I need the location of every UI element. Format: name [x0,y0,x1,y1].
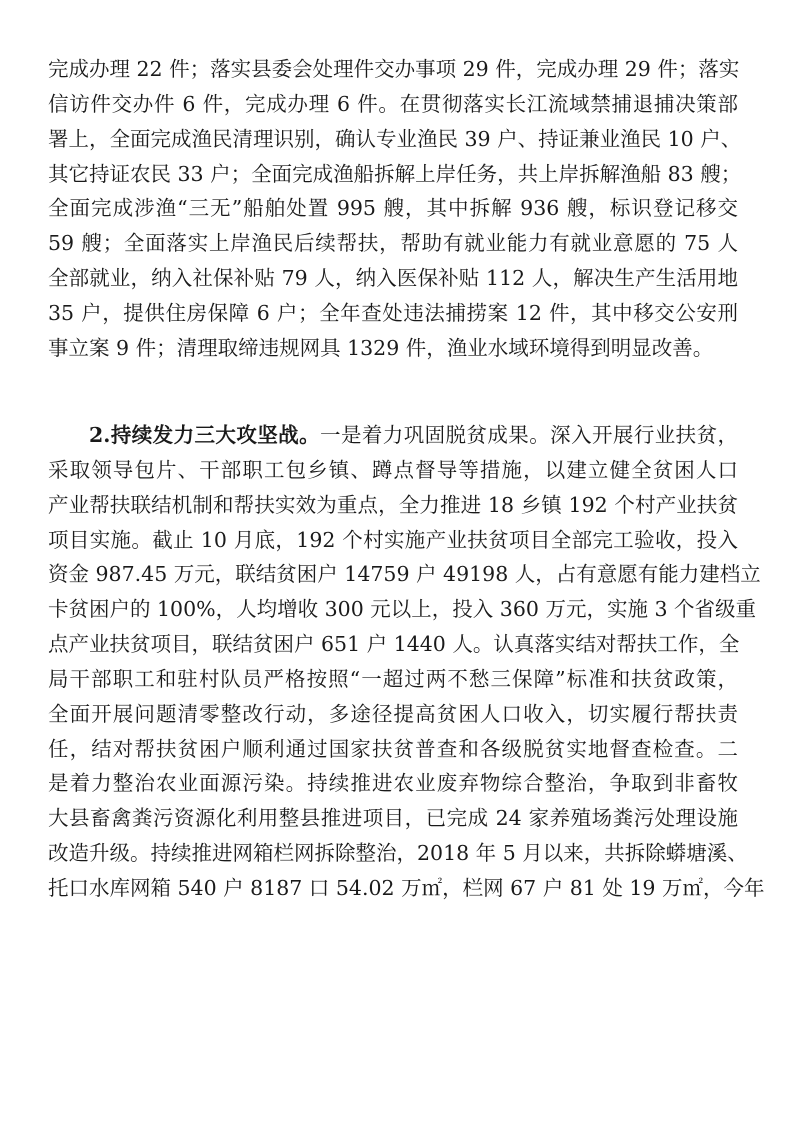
text-line: 任，结对帮扶贫困户顺利通过国家扶贫普查和各级脱贫实地督查检查。二 [48,736,738,761]
text-line: 全面完成涉渔“三无”船舶处置 995 艘，其中拆解 936 艘，标识登记移交 [48,196,738,221]
text-line: 全部就业，纳入社保补贴 79 人，纳入医保补贴 112 人，解决生产生活用地 [48,266,738,291]
paragraph-2 [48,418,765,906]
text-line: 是着力整治农业面源污染。持续推进农业废弃物综合整治，争取到非畜牧 [48,771,738,796]
text-line: 其它持证农民 33 户；全面完成渔船拆解上岸任务，共上岸拆解渔船 83 艘； [48,161,742,186]
paragraph-1 [48,52,742,366]
text-line: 全面开展问题清零整改行动，多途径提高贫困人口收入，切实履行帮扶责 [48,701,738,726]
text-line: 59 艘；全面落实上岸渔民后续帮扶，帮助有就业能力有就业意愿的 75 人 [48,231,738,256]
text-line: 资金 987.45 万元，联结贫困户 14759 户 49198 人，占有意愿有能力建档立 [48,562,761,587]
text-line: 产业帮扶联结机制和帮扶实效为重点，全力推进 18 乡镇 192 个村产业扶贫 [48,492,738,517]
text-line: 信访件交办件 6 件，完成办理 6 件。在贯彻落实长江流域禁捕退捕决策部 [48,91,738,116]
text-line: 托口水库网箱 540 户 8187 口 54.02 万㎡，栏网 67 户 81 处 19 万㎡，今年 [48,875,765,900]
text-line: 事立案 9 件；清理取缔违规网具 1329 件，渔业水域环境得到明显改善。 [48,335,714,360]
text-span: 一是着力巩固脱贫成果。深入开展行业扶贫， [320,423,739,447]
section-heading: 2.持续发力三大攻坚战。 [89,423,321,447]
text-line: 完成办理 22 件；落实县委会处理件交办事项 29 件，完成办理 29 件；落实 [48,57,740,81]
text-line: 局干部职工和驻村队员严格按照“一超过两不愁三保障”标准和扶贫政策， [48,666,738,691]
text-line: 署上，全面完成渔民清理识别，确认专业渔民 39 户、持证兼业渔民 10 户、 [48,126,742,151]
text-line: 35 户，提供住房保障 6 户；全年查处违法捕捞案 12 件，其中移交公安刑 [48,300,738,325]
paragraph-2-first-line [48,418,738,453]
text-line: 改造升级。持续推进网箱栏网拆除整治，2018 年 5 月以来，共拆除蟒塘溪、 [48,841,748,866]
text-line: 卡贫困户的 100%，人均增收 300 元以上，投入 360 万元，实施 3 个省级重 [48,597,757,622]
text-line: 点产业扶贫项目，联结贫困户 651 户 1440 人。认真落实结对帮扶工作，全 [48,632,740,657]
text-line: 采取领导包片、干部职工包乡镇、蹲点督导等措施，以建立健全贫困人口 [48,457,738,482]
text-line: 大县畜禽粪污资源化利用整县推进项目，已完成 24 家养殖场粪污处理设施 [48,806,738,831]
text-line: 项目实施。截止 10 月底，192 个村实施产业扶贫项目全部完工验收，投入 [48,527,738,552]
